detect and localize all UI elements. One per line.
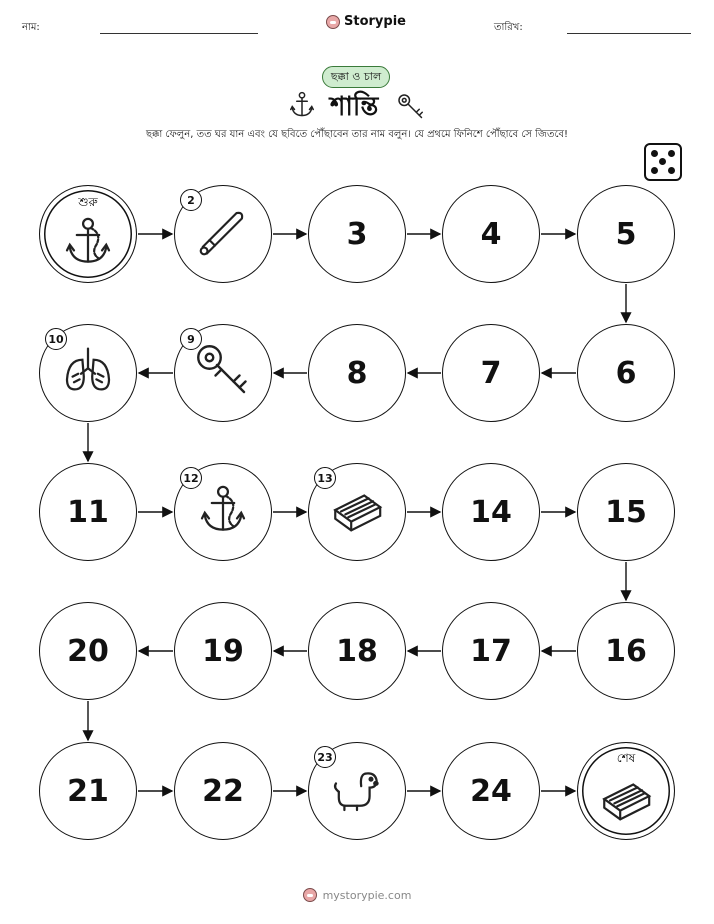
cell-number: 5 <box>615 216 637 252</box>
board-cell-24 <box>442 742 540 840</box>
cell-number: 20 <box>67 633 109 669</box>
start-label: শুরু <box>78 195 98 209</box>
cell-number: 17 <box>470 633 512 669</box>
board-cell-19 <box>174 602 272 700</box>
board-cell-3 <box>308 185 406 283</box>
cell-number-badge: 23 <box>314 746 336 768</box>
footer <box>0 888 714 902</box>
brand-name: Storypie <box>344 14 406 29</box>
name-label: নাম: <box>22 22 40 33</box>
lungs-icon <box>60 343 116 403</box>
cell-number-badge: 2 <box>180 189 202 211</box>
board-cell-7 <box>442 324 540 422</box>
cell-number-badge: 12 <box>180 467 202 489</box>
anchor-icon <box>60 214 116 274</box>
game-title: শান্তি <box>330 92 379 122</box>
cell-number: 16 <box>605 633 647 669</box>
board-cell-14 <box>442 463 540 561</box>
anchor-icon <box>195 482 251 542</box>
cell-number: 19 <box>202 633 244 669</box>
instructions: ছক্কা ফেলুন, তত ঘর যান এবং যে ছবিতে পৌঁছাবেন তার নাম বলুন। যে প্রথমে ফিনিশে পৌঁছাবে সে জিতবে! <box>145 129 569 140</box>
end-label: শেষ <box>616 751 636 765</box>
board-cell-4 <box>442 185 540 283</box>
cell-number-badge: 13 <box>314 467 336 489</box>
cell-number: 7 <box>480 355 502 391</box>
key-icon <box>193 341 253 405</box>
board-cell-20 <box>39 602 137 700</box>
cell-number: 6 <box>615 355 637 391</box>
board-cell-6 <box>577 324 675 422</box>
board-cell-21 <box>39 742 137 840</box>
cell-number: 4 <box>480 216 502 252</box>
board-cell-16 <box>577 602 675 700</box>
cell-number: 3 <box>346 216 368 252</box>
dog-icon <box>329 761 385 821</box>
blanket-icon <box>328 481 386 543</box>
cell-number-badge: 9 <box>180 328 202 350</box>
board-cell-18 <box>308 602 406 700</box>
cell-number: 8 <box>346 355 368 391</box>
game-tag: ছক্কা ও চাল <box>322 66 390 88</box>
board-cell-15 <box>577 463 675 561</box>
board-cell-8 <box>308 324 406 422</box>
cell-number: 21 <box>67 773 109 809</box>
footer-mascot-icon <box>303 888 317 902</box>
board-cell-1 <box>39 185 137 283</box>
board-cell-5 <box>577 185 675 283</box>
date-label: তারিখ: <box>494 22 523 33</box>
cell-number: 18 <box>336 633 378 669</box>
cell-number: 11 <box>67 494 109 530</box>
baseball-bat-icon <box>196 205 250 263</box>
cell-number-badge: 10 <box>45 328 67 350</box>
cell-number: 14 <box>470 494 512 530</box>
cell-number: 24 <box>470 773 512 809</box>
board-cell-17 <box>442 602 540 700</box>
blanket-icon <box>597 770 655 832</box>
board-cell-22 <box>174 742 272 840</box>
footer-site[interactable]: mystorypie.com <box>322 888 412 902</box>
board-cell-11 <box>39 463 137 561</box>
cell-number: 15 <box>605 494 647 530</box>
cell-number: 22 <box>202 773 244 809</box>
board-cell-25 <box>577 742 675 840</box>
